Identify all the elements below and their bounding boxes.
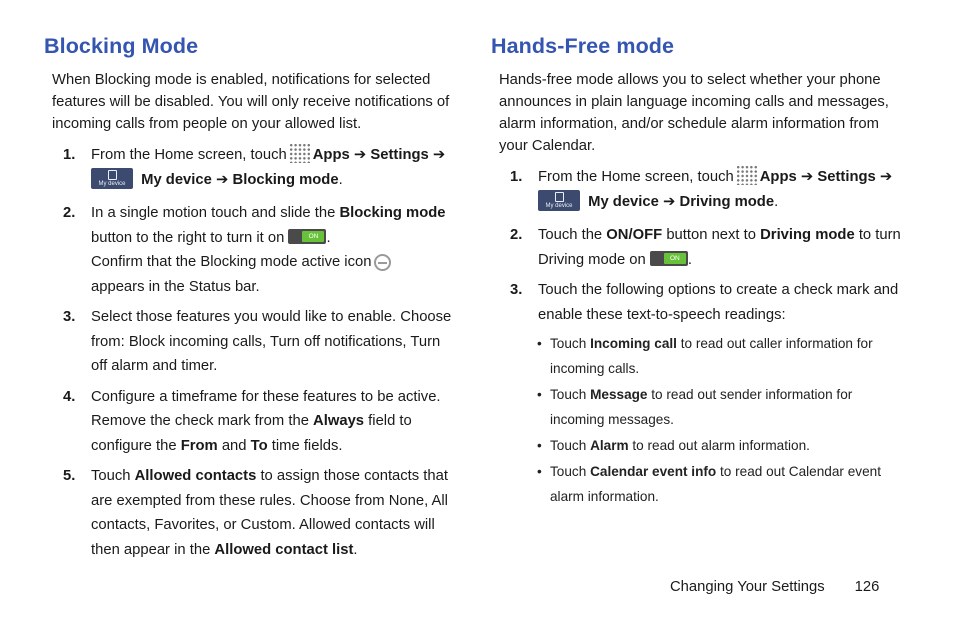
- page-footer: [670, 579, 879, 595]
- step-number: 2.: [63, 205, 76, 221]
- step-item: 2. In a single motion touch and slide the Blocking mode button to the right to turn it on ON . Confirm that the Blocking mode active icon appears in the Status bar.: [44, 201, 454, 299]
- step-number: 4.: [63, 388, 76, 405]
- my-device-icon: My device: [538, 190, 580, 211]
- step-number: 1.: [63, 147, 76, 163]
- bullet-icon: •: [537, 387, 542, 402]
- on-toggle-icon: ON: [288, 229, 326, 244]
- bullet-icon: •: [537, 464, 542, 479]
- intro-paragraph: When Blocking mode is enabled, notifications for selected features will be disabled. You will only receive notifications of incoming calls from people on your allowed list.: [52, 72, 450, 132]
- list-item: • Touch Incoming call to read out caller information for incoming calls.: [491, 331, 901, 381]
- apps-grid-icon: [289, 143, 311, 163]
- section-title: Blocking Mode: [44, 34, 199, 58]
- step-number: 5.: [63, 468, 76, 484]
- apps-grid-icon: [736, 165, 758, 185]
- list-item: • Touch Alarm to read out alarm information.: [491, 433, 901, 458]
- step-item: 5. Touch Allowed contacts to assign those contacts that are exempted from these rules. Choose from None, All contacts, Favorites, or Custom. Allowed contacts will then appear in the Allowed contact list.: [44, 464, 454, 562]
- section-title: Hands-Free mode: [491, 34, 675, 58]
- list-item: • Touch Message to read out sender information for incoming messages.: [491, 382, 901, 432]
- list-item: • Touch Calendar event info to read out Calendar event alarm information.: [491, 459, 901, 509]
- bullet-icon: •: [537, 336, 542, 351]
- step-number: 3.: [510, 282, 523, 298]
- footer-section-title: Changing Your Settings: [670, 579, 825, 595]
- intro-paragraph: Hands-free mode allows you to select whether your phone announces in plain language incoming calls and messages, alarm information, and/or schedule alarm information from your Calendar.: [499, 72, 889, 154]
- page-number: 126: [854, 579, 880, 595]
- blocking-mode-active-icon: [374, 254, 391, 271]
- step-item: 1. From the Home screen, touch Apps ➔ Settings ➔ My device My device ➔ Blocking mode.: [44, 143, 454, 192]
- bullet-icon: •: [537, 438, 542, 453]
- on-toggle-icon: ON: [650, 251, 688, 266]
- step-item: 2. Touch the ON/OFF button next to Driving mode to turn Driving mode on ON .: [491, 223, 901, 272]
- blocking-mode-section: [44, 34, 454, 562]
- step-item: 1. From the Home screen, touch Apps ➔ Settings ➔ My device My device ➔ Driving mode.: [491, 165, 901, 214]
- step-number: 1.: [510, 169, 523, 185]
- my-device-icon: My device: [91, 168, 133, 189]
- step-item: 4. Configure a timeframe for these features to be active. Remove the check mark from the Always field to configure the From and To time fields.: [44, 385, 454, 459]
- step-number: 3.: [63, 309, 76, 325]
- step-number: 2.: [510, 227, 523, 243]
- hands-free-mode-section: [491, 34, 901, 509]
- step-item: 3. Touch the following options to create a check mark and enable these text-to-speech readings:: [491, 278, 901, 327]
- step-item: 3. Select those features you would like to enable. Choose from: Block incoming calls, Turn off notifications, Turn off alarm and timer.: [44, 305, 454, 379]
